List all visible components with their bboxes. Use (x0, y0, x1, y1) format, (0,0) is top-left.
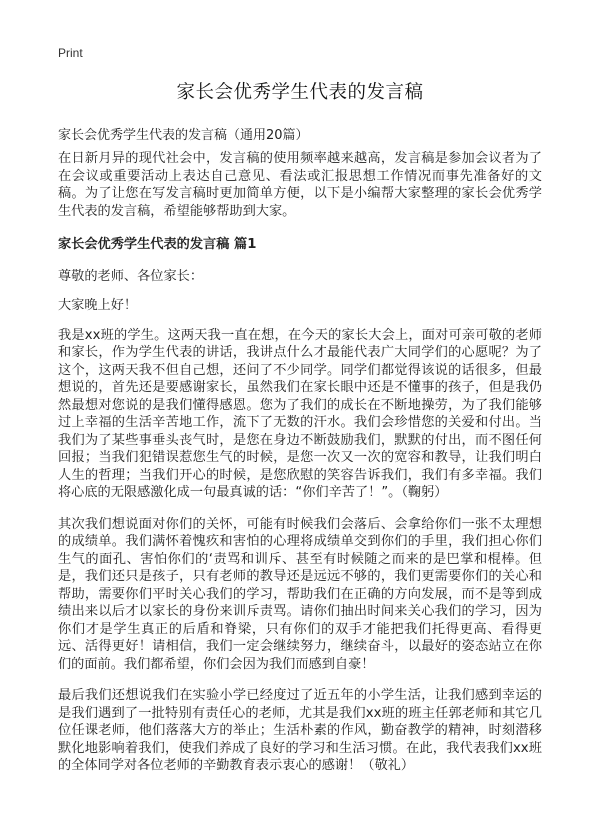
body-paragraph: 最后我们还想说我们在实验小学已经度过了近五年的小学生活，让我们感到幸运的是我们遇到了一批特别有责任心的老师，尤其是我们xx班的班主任郭老师和其它几位任课老师，他们落落大方的举止；生活朴素的作风，勤奋教学的精神，时刻潜移默化地影响着我们，使我们养成了良好的学习和生活习惯。在此，我代表我们xx班的全体同学对各位老师的辛勤教育表示衷心的感谢！（敬礼） (58, 688, 542, 773)
document-body (58, 150, 542, 789)
intro-paragraph: 在日新月异的现代社会中，发言稿的使用频率越来越高，发言稿是参加会议者为了在会议或重要活动上表达自己意见、看法或汇报思想工作情况而事先准备好的文稿。为了让您在写发言稿时更加简单方便，以下是小编帮大家整理的家长会优秀学生代表的发言稿，希望能够帮助到大家。 (58, 151, 542, 219)
greeting: 大家晚上好！ (58, 298, 138, 313)
body-paragraph: 我是xx班的学生。这两天我一直在想，在今天的家长大会上，面对可亲可敬的老师和家长，作为学生代表的讲话，我讲点什么才最能代表广大同学们的心愿呢？为了这个，这两天我不但自己想，还问了不少同学。同学们都觉得该说的话很多，但最想说的，首先还是要感谢家长，虽然我们在家长眼中还是不懂事的孩子，但是我仍然最想对您说的是我们懂得感恩。您为了我们的成长在不断地操劳，为了我们能够过上幸福的生活辛苦地工作，流下了无数的汗水。我们会珍惜您的关爱和付出。当我们为了某些事垂头丧气时，是您在身边不断鼓励我们，默默的付出，而不图任何回报；当我们犯错误惹您生气的时候，是您一次又一次的宽容和教导，让我们明白人生的哲理；当我们开心的时候，是您欣慰的笑容告诉我们，我们有多幸福。我们将心底的无限感激化成一句最真诚的话：“你们辛苦了！”。（鞠躬） (58, 327, 542, 500)
print-link[interactable]: Print (58, 46, 83, 60)
salutation: 尊敬的老师、各位家长： (58, 268, 204, 284)
section-heading: 家长会优秀学生代表的发言稿 篇1 (58, 237, 257, 252)
page-title: 家长会优秀学生代表的发言稿 (176, 82, 424, 103)
document-subtitle: 家长会优秀学生代表的发言稿（通用20篇） (58, 128, 309, 143)
body-paragraph: 其次我们想说面对你们的关怀，可能有时候我们会落后、会拿给你们一张不太理想的成绩单。我们满怀着愧疚和害怕的心理将成绩单交到你们的手里，我们担心你们生气的面孔、害怕你们的‘责骂和训斥、甚至有时候随之而来的是巴掌和棍棒。但是，我们还只是孩子，只有老师的教导还是远远不够的，我们更需要你们的关心和帮助，需要你们平时关心我们的学习，帮助我们在正确的方向发展，而不是等到成绩出来以后才以家长的身份来训斥责骂。请你们抽出时间来关心我们的学习，因为你们才是学生真正的后盾和脊梁，只有你们的双手才能把我们托得更高、看得更远、活得更好！请相信，我们一定会继续努力，继续奋斗，以最好的姿态站立在你们的面前。我们都希望，你们会因为我们而感到自豪！ (58, 516, 542, 672)
